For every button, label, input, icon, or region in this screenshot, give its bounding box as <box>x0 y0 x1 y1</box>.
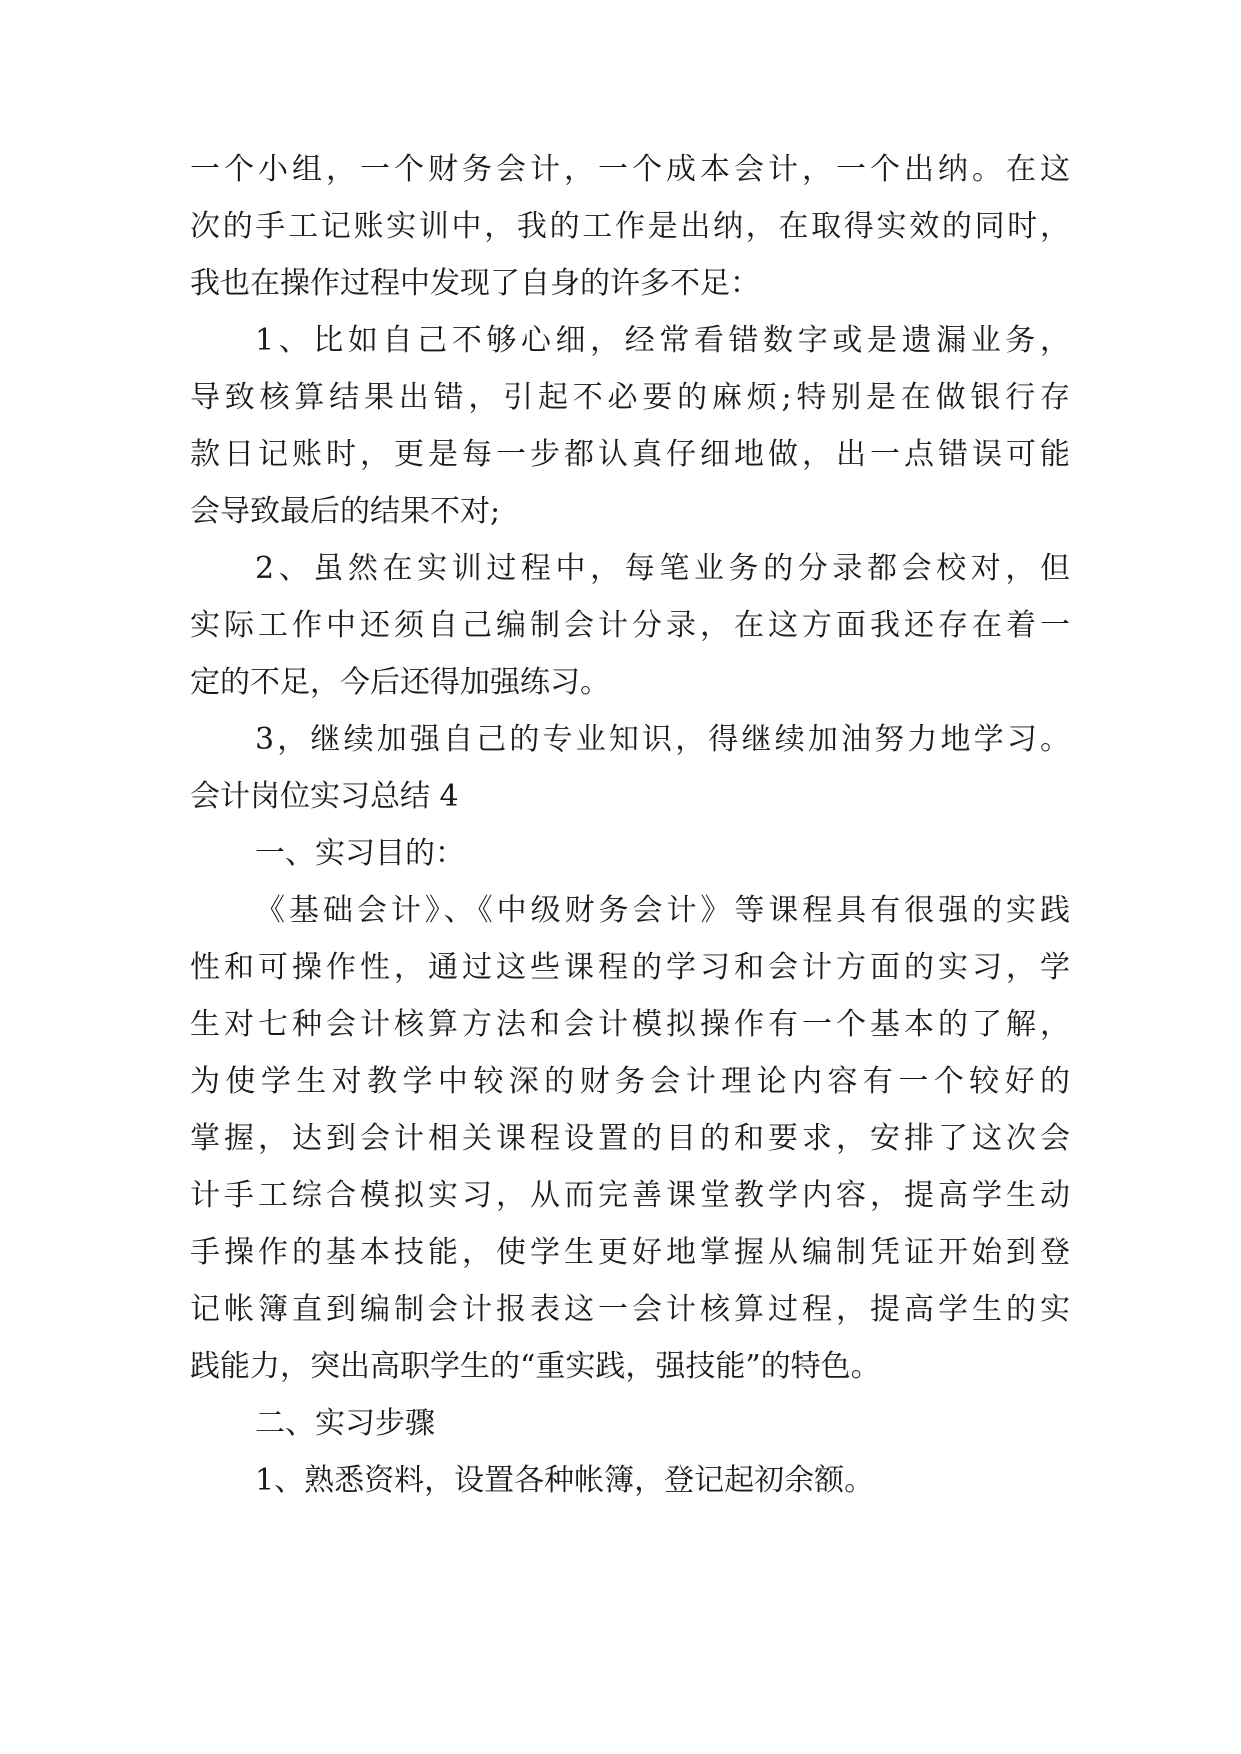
text-line: 1、熟悉资料，设置各种帐簿，登记起初余额。 <box>255 1463 875 1498</box>
text-line: 次的手工记账实训中，我的工作是出纳，在取得实效的同时， <box>190 209 1070 244</box>
text-line: 手操作的基本技能，使学生更好地掌握从编制凭证开始到登 <box>190 1235 1070 1270</box>
text-line: 生对七种会计核算方法和会计模拟操作有一个基本的了解， <box>190 1007 1070 1042</box>
text-line: 2、虽然在实训过程中，每笔业务的分录都会校对，但 <box>255 551 1070 586</box>
text-line: 为使学生对教学中较深的财务会计理论内容有一个较好的 <box>190 1064 1070 1099</box>
text-line: 一个小组，一个财务会计，一个成本会计，一个出纳。在这 <box>190 152 1070 187</box>
section-heading: 一、实习目的： <box>255 836 465 871</box>
text-line: 会导致最后的结果不对; <box>190 494 501 529</box>
text-line: 掌握，达到会计相关课程设置的目的和要求，安排了这次会 <box>190 1121 1070 1156</box>
text-line: 计手工综合模拟实习，从而完善课堂教学内容，提高学生动 <box>190 1178 1070 1213</box>
text-line: 性和可操作性，通过这些课程的学习和会计方面的实习，学 <box>190 950 1070 985</box>
section-title: 会计岗位实习总结 4 <box>190 779 459 814</box>
text-line: 导致核算结果出错，引起不必要的麻烦;特别是在做银行存 <box>190 380 1070 415</box>
text-line: 实际工作中还须自己编制会计分录，在这方面我还存在着一 <box>190 608 1070 643</box>
text-line: 款日记账时，更是每一步都认真仔细地做，出一点错误可能 <box>190 437 1070 472</box>
text-line: 3，继续加强自己的专业知识，得继续加油努力地学习。 <box>255 722 1070 757</box>
text-line: 践能力，突出高职学生的“重实践，强技能”的特色。 <box>190 1349 881 1384</box>
text-line: 《基础会计》、《中级财务会计》等课程具有很强的实践 <box>255 893 1070 928</box>
text-line: 定的不足，今后还得加强练习。 <box>190 665 610 700</box>
section-heading: 二、实习步骤 <box>255 1406 435 1441</box>
text-line: 我也在操作过程中发现了自身的许多不足： <box>190 266 760 301</box>
text-line: 1、比如自己不够心细，经常看错数字或是遗漏业务， <box>255 323 1070 358</box>
text-line: 记帐簿直到编制会计报表这一会计核算过程，提高学生的实 <box>190 1292 1070 1327</box>
